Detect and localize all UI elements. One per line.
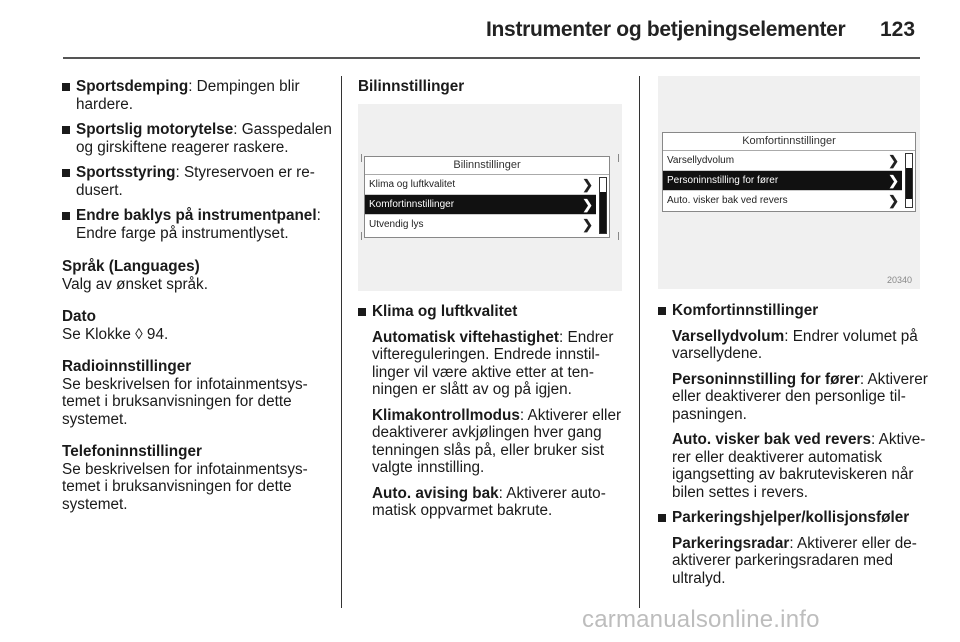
chevron-right-icon: ❯ bbox=[888, 153, 899, 168]
bullet-square-icon bbox=[62, 212, 70, 220]
header-rule bbox=[63, 57, 920, 59]
chevron-right-icon: ❯ bbox=[582, 177, 593, 192]
scrollbar[interactable] bbox=[905, 153, 913, 208]
frame-corner bbox=[618, 154, 619, 162]
frame-corner bbox=[361, 154, 362, 162]
scrollbar-thumb[interactable] bbox=[906, 168, 912, 199]
screenshot-komfortinnstillinger bbox=[658, 76, 920, 289]
list-item: Endre baklys på instrumentpanel: Endre farge på instrumentlyset. bbox=[62, 207, 332, 242]
section-heading: Telefoninnstillinger bbox=[62, 443, 202, 460]
chevron-right-icon: ❯ bbox=[888, 173, 899, 188]
page-reference-link[interactable]: Se Klokke ◊ 94. bbox=[62, 325, 169, 343]
section-heading: Dato bbox=[62, 308, 96, 325]
bullet-square-icon bbox=[62, 126, 70, 134]
menu-item[interactable]: Auto. visker bak ved revers ❯ bbox=[667, 193, 899, 208]
chevron-right-icon: ❯ bbox=[888, 193, 899, 208]
bullet-square-icon bbox=[658, 307, 666, 315]
frame-corner bbox=[618, 232, 619, 240]
scrollbar[interactable] bbox=[599, 177, 607, 234]
bullet-square-icon bbox=[62, 169, 70, 177]
list-item: Komfortinnstillinger bbox=[658, 302, 928, 320]
section bbox=[62, 308, 332, 343]
bullet-square-icon bbox=[358, 308, 366, 316]
setting-description: Auto. avising bak: Aktiverer automatisk oppvarmet bakrute. bbox=[372, 484, 606, 519]
page-header-title: Instrumenter og betjeningselementer bbox=[486, 18, 846, 41]
section-heading: Språk (Languages) bbox=[62, 258, 200, 275]
screenshot-bilinnstillinger bbox=[358, 104, 622, 291]
page-number: 123 bbox=[880, 18, 916, 41]
setting-description: Personinnstilling for fører: Aktiverer eller deaktiverer den personlige tilpasningen. bbox=[672, 370, 928, 423]
menu-item-selected[interactable]: Komfortinnstillinger ❯ bbox=[365, 195, 596, 215]
image-number: 20340 bbox=[886, 275, 912, 285]
setting-description: Varsellydvolum: Endrer volumet på varsellydene. bbox=[672, 327, 918, 362]
menu-item[interactable]: Utvendig lys ❯ bbox=[369, 217, 593, 232]
chevron-right-icon: ❯ bbox=[582, 217, 593, 232]
menu-item[interactable]: Varsellydvolum ❯ bbox=[663, 151, 902, 171]
column-1 bbox=[62, 78, 332, 528]
column-3 bbox=[658, 302, 928, 595]
section: Radioinnstillinger Se beskrivelsen for infotainmentsystemet i bruksanvisningen for dette systemet. bbox=[62, 358, 332, 428]
setting-description: Parkeringsradar: Aktiverer eller deaktiverer parkeringsradaren med ultralyd. bbox=[672, 534, 917, 587]
list-item: Sportsstyring: Styreservoen er redusert. bbox=[62, 164, 332, 199]
menu-panel bbox=[662, 132, 916, 212]
list-item: Sportsdemping: Dempingen blir hardere. bbox=[62, 78, 332, 113]
column-2-text bbox=[358, 303, 626, 528]
menu-title: Bilinnstillinger bbox=[365, 157, 609, 175]
setting-description: Klimakontrollmodus: Aktiverer eller deaktiverer avkjølingen hver gang tenningen slås på, eller bruker sist valgte innstilling. bbox=[372, 406, 622, 476]
bullet-square-icon bbox=[62, 83, 70, 91]
menu-item-selected[interactable]: Personinnstilling for fører ❯ bbox=[663, 171, 902, 191]
section-heading: Bilinnstillinger bbox=[358, 78, 465, 95]
column-divider bbox=[639, 76, 640, 608]
list-item: Klima og luftkvalitet bbox=[358, 303, 626, 321]
list-item: Parkeringshjelper/kollisjonsføler bbox=[658, 509, 928, 527]
frame-corner bbox=[361, 232, 362, 240]
column-divider bbox=[341, 76, 342, 608]
menu-title: Komfortinnstillinger bbox=[663, 133, 915, 151]
section: Språk (Languages) Valg av ønsket språk. bbox=[62, 258, 332, 293]
menu-panel bbox=[364, 156, 610, 238]
setting-description: Automatisk viftehastighet: Endrer viftereguleringen. Endrede innstillinger vil være aktive etter at tenningen er slått av og på igjen. bbox=[372, 328, 614, 398]
list-item: Sportslig motorytelse: Gasspedalen og girskiftene reagerer raskere. bbox=[62, 121, 332, 156]
bullet-square-icon bbox=[658, 514, 666, 522]
section-heading: Radioinnstillinger bbox=[62, 358, 192, 375]
section: Telefoninnstillinger Se beskrivelsen for infotainmentsystemet i bruksanvisningen for dette systemet. bbox=[62, 443, 332, 513]
scrollbar-thumb[interactable] bbox=[600, 192, 606, 233]
menu-item[interactable]: Klima og luftkvalitet ❯ bbox=[365, 175, 596, 195]
chevron-right-icon: ❯ bbox=[582, 197, 593, 212]
watermark: carmanualsonline.info bbox=[582, 606, 820, 633]
setting-description: Auto. visker bak ved revers: Aktiverer eller deaktiverer automatisk igangsetting av bakruteviskeren når bilen settes i revers. bbox=[672, 431, 926, 501]
